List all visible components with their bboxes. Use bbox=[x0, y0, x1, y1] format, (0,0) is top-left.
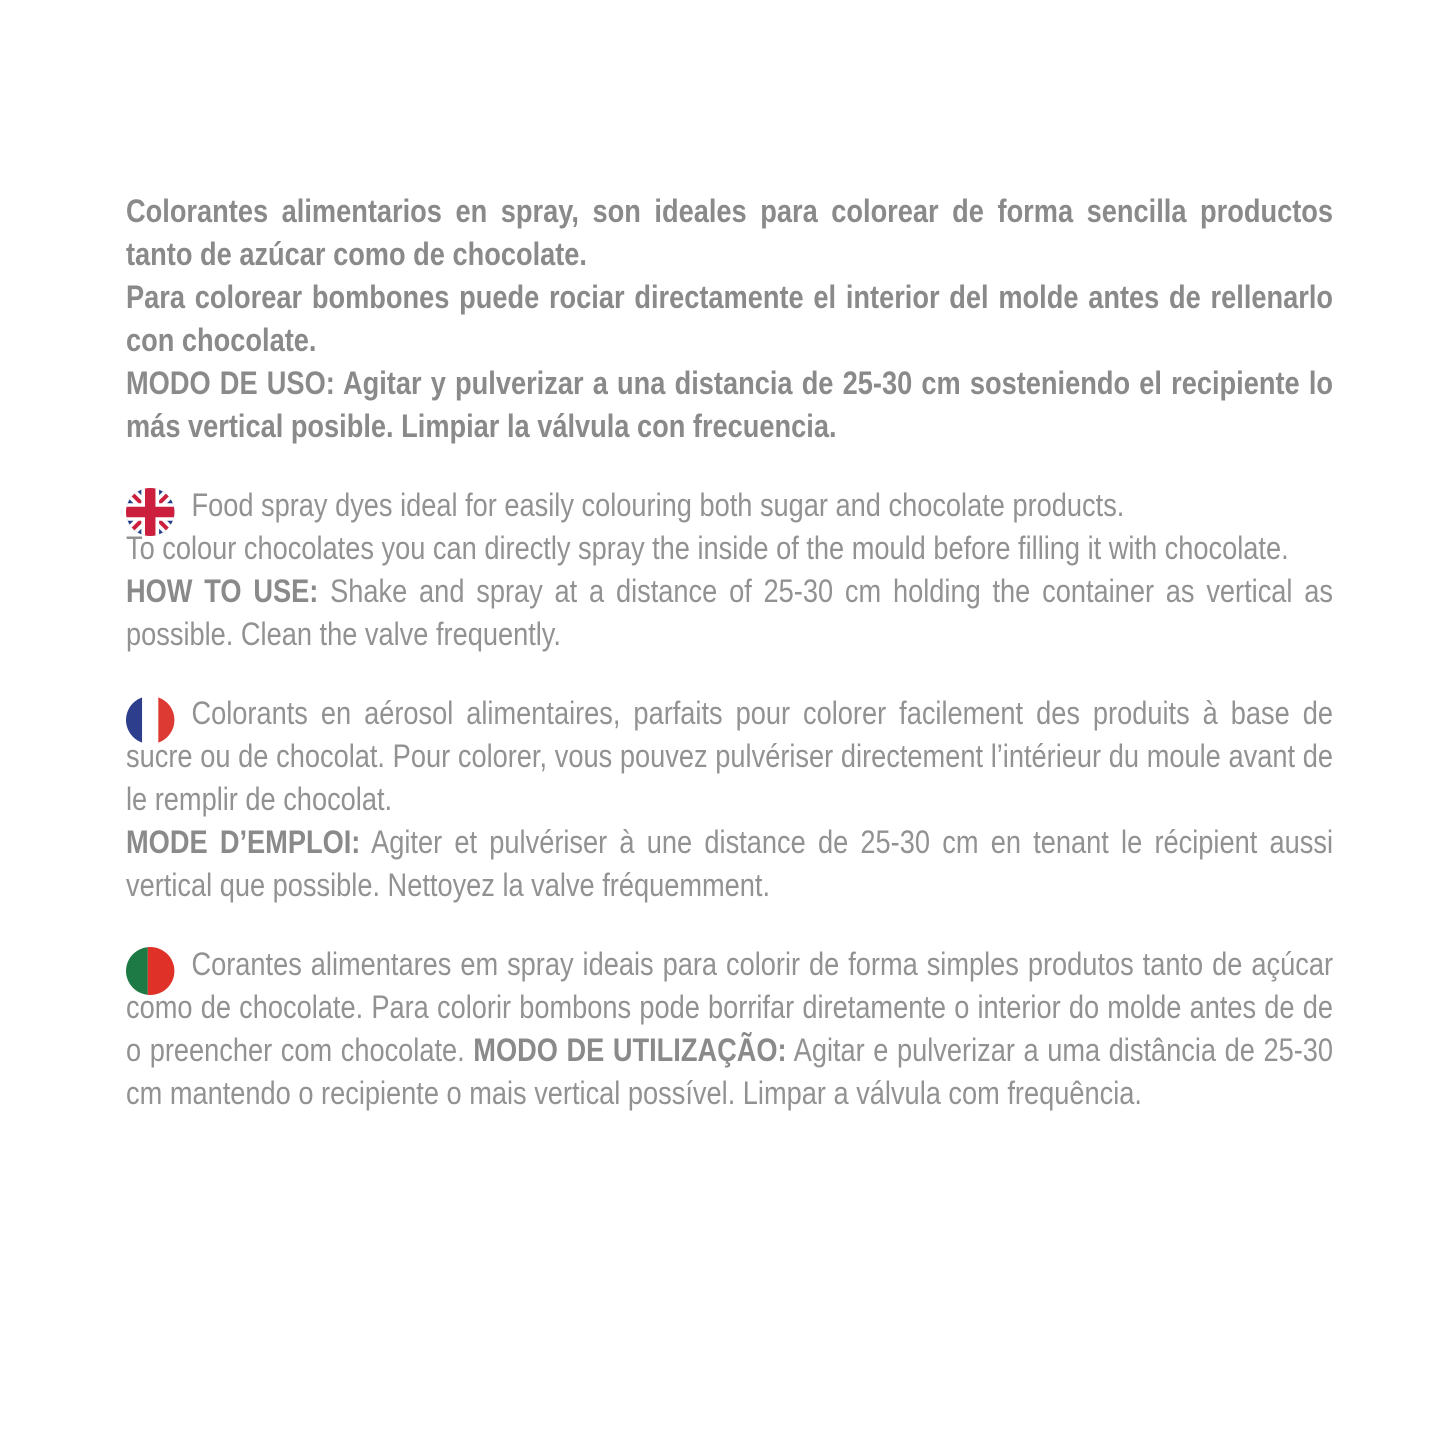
french-usage-label: MODE D’EMPLOI: bbox=[126, 824, 361, 860]
spanish-paragraph-usage: MODO DE USO: Agitar y pulverizar a una distancia de 25-30 cm sosteniendo el recipiente lo más vertical posible. Limpiar la válvula con frecuencia. bbox=[126, 365, 1333, 444]
portuguese-usage-text: Agitar e pulverizar a uma distância de 25-30 cm mantendo o recipiente o mais vertical possível. Limpar a válvula com frequência. bbox=[126, 1032, 1334, 1111]
portuguese-intro-text: Corantes alimentares em spray ideais para colorir de forma simples produtos tanto de açúcar como de chocolate. Para colorir bombons pode borrifar diretamente o interior do molde antes de de o preencher com chocolate. bbox=[126, 946, 1334, 1068]
portuguese-paragraph bbox=[126, 943, 1333, 1115]
france-flag-icon bbox=[126, 696, 174, 744]
english-usage-text: Shake and spray at a distance of 25-30 cm holding the container as vertical as possible. Clean the valve frequently. bbox=[126, 573, 1334, 652]
french-paragraph-usage bbox=[126, 821, 1333, 907]
french-intro-text: Colorants en aérosol alimentaires, parfaits pour colorer facilement des produits à base de sucre ou de chocolat. Pour colorer, vous pouvez pulvériser directement l’intérieur du moule avant de le remplir de chocolat. bbox=[126, 695, 1334, 817]
portuguese-usage-label: MODO DE UTILIZAÇÃO: bbox=[473, 1032, 787, 1068]
section-english bbox=[126, 484, 1333, 656]
spanish-paragraph-intro: Colorantes alimentarios en spray, son ideales para colorear de forma sencilla productos tanto de azúcar como de chocolate. bbox=[126, 193, 1333, 272]
section-portuguese bbox=[126, 943, 1333, 1115]
english-intro-text: Food spray dyes ideal for easily colouring both sugar and chocolate products. bbox=[191, 487, 1125, 523]
product-description-content bbox=[126, 190, 1333, 1115]
english-paragraph-intro bbox=[126, 484, 1333, 527]
english-usage-label: HOW TO USE: bbox=[126, 573, 319, 609]
portugal-flag-icon bbox=[126, 947, 174, 995]
french-usage-text: Agiter et pulvériser à une distance de 25-30 cm en tenant le récipient aussi vertical que possible. Nettoyez la valve fréquemment. bbox=[126, 824, 1334, 903]
section-french bbox=[126, 692, 1333, 907]
french-paragraph-intro bbox=[126, 692, 1333, 821]
section-spanish bbox=[126, 190, 1333, 448]
english-paragraph-moulds: To colour chocolates you can directly spray the inside of the mould before filling it with chocolate. bbox=[126, 530, 1289, 566]
english-paragraph-usage bbox=[126, 570, 1333, 656]
spanish-paragraph-moulds: Para colorear bombones puede rociar directamente el interior del molde antes de rellenarlo con chocolate. bbox=[126, 279, 1333, 358]
